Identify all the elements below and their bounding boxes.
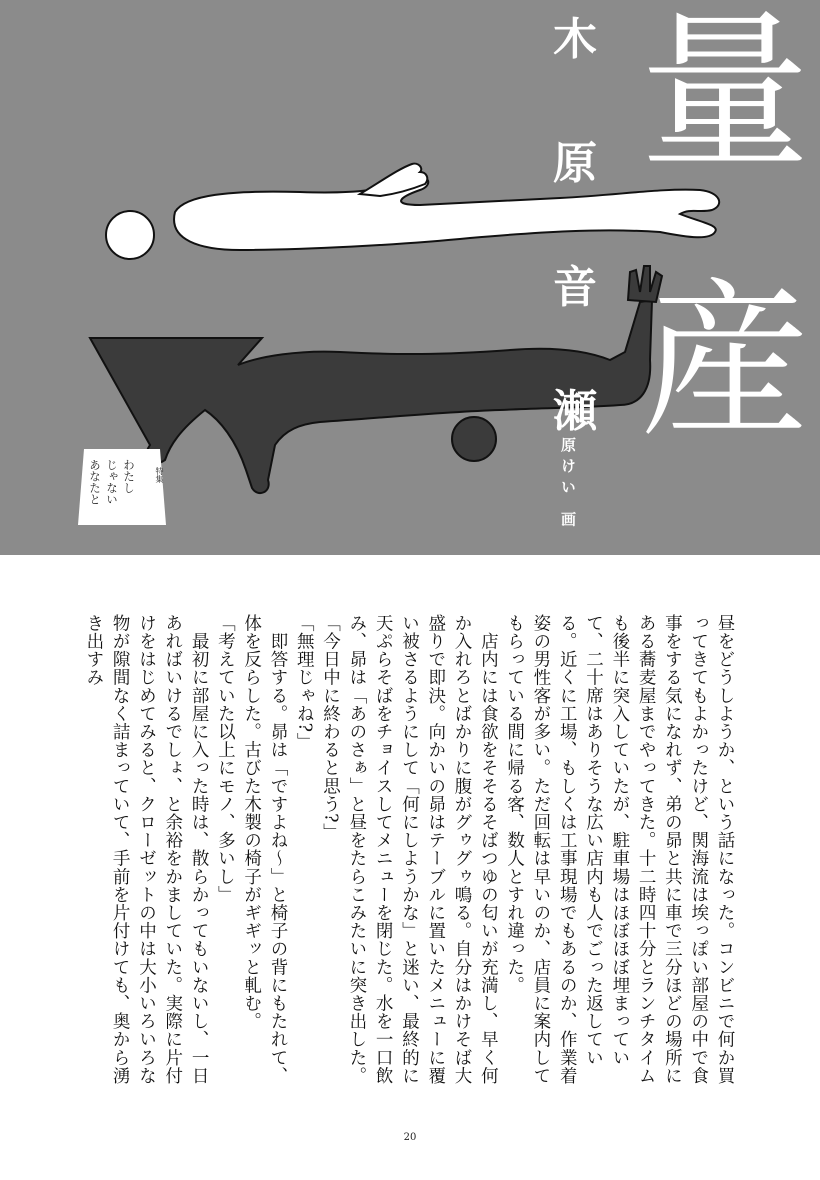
white-figure-body [174, 178, 719, 250]
paragraph: 昼をどうしようか、という話になった。コンビニで何か買ってきてもよかったけど、関海流は埃っぽい部屋の中で食事をする気になれず、弟の昴と共に車で三分ほどの場所にある蕎麦屋までやってきた。十二時四十分とランチタイムも後半に突入していたが、駐車場はほぼほぼ埋まっていて、二十席はありそうな広い店内も人でごった返している。近くに工場、もしくは工事現場でもあるのか、作業着姿の男性客が多い。ただ回転は早いのか、店員に案内してもらっている間に帰る客、数人とすれ違った。 [504, 614, 735, 1085]
paragraph: 最初に部屋に入った時は、散らかってもいないし、一日あればいけるでしょ、と余裕をかましていた。実際に片付けをはじめてみると、クローゼットの中は大小いろいろな物が隙間なく詰まっていて、手前を片付けても、奥から湧き出すみ [83, 614, 210, 1085]
feature-line-3: あなたと [88, 459, 102, 505]
feature-tag-label: 特集 [155, 467, 164, 483]
paragraph: 「無理じゃね?」 [294, 614, 315, 751]
feature-tag [76, 445, 168, 527]
dark-figure-head [452, 417, 496, 461]
title-char-2: 産 [639, 264, 810, 462]
feature-line-1: わたし [122, 459, 136, 494]
title-char-1: 量 [639, 0, 810, 192]
illustrator-credit: 原けい 画 [559, 437, 577, 533]
author-char-4: 瀬 [553, 386, 597, 437]
feature-tag-lines [86, 459, 137, 529]
white-figure-head [106, 211, 154, 259]
author-char-3: 音 [553, 262, 597, 313]
paragraph: 「考えていた以上にモノ、多いし」 [215, 614, 236, 904]
feature-line-2: じゃない [105, 459, 119, 505]
page-number: 20 [403, 1132, 417, 1143]
author-char-1: 木 [553, 14, 597, 65]
paragraph: 即答する。昴は「ですよね～」と椅子の背にもたれて、体を反らした。古びた木製の椅子がギギッと軋む。 [241, 614, 288, 1085]
white-figure [106, 164, 719, 259]
story-body [82, 614, 738, 1094]
paragraph: 「今日中に終わると思う?」 [320, 614, 341, 842]
paragraph: 店内には食欲をそそるそばつゆの匂いが充満し、早く何か入れろとばかりに腹がグゥグゥ鳴る。自分はかけそば大盛りで即決。向かいの昴はテーブルに置いたメニューに覆い被さるようにして「何にしようかな」と迷い、最終的に天ぷらそばをチョイスしてメニューを閉じた。水を一口飲み、昴は「あのさぁ」と昼をたらこみたいに突き出した。 [346, 614, 499, 1085]
main-title [639, 0, 810, 548]
title-header [0, 0, 820, 555]
author-char-2: 原 [553, 138, 597, 189]
